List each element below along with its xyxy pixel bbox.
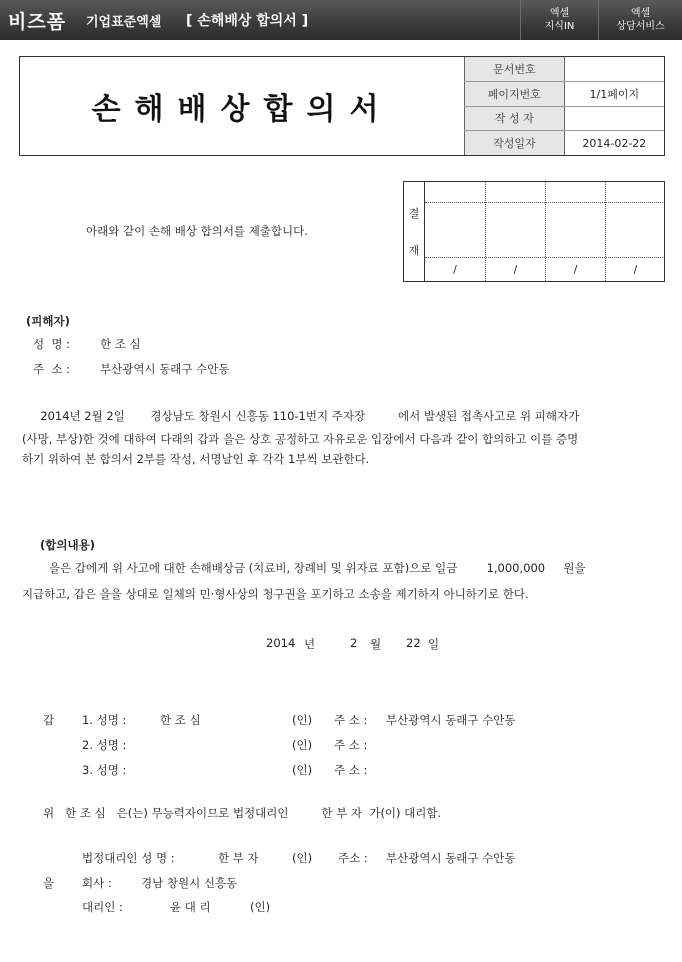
gap-signer-row (0, 737, 682, 753)
gap-signer-row (0, 712, 682, 728)
party-eul-label: 을 (43, 876, 55, 890)
meta-row (465, 131, 665, 156)
meta-value-author[interactable] (564, 106, 664, 131)
approval-grid (403, 181, 665, 282)
victim-section-title: (피해자) (26, 314, 70, 328)
product-name: 기업표준엑셀 (86, 15, 162, 30)
approval-date-slash: / (573, 263, 578, 276)
gap-signer-seal: (인) (292, 738, 313, 752)
eul-legal-rep-name: 한 부 자 (218, 851, 259, 865)
meta-label-date: 작성일자 (465, 131, 565, 156)
victim-address: 부산광역시 동래구 수안동 (100, 362, 230, 376)
excel-jisik-in-line2: 지식IN (544, 21, 575, 32)
date-day-unit: 일 (428, 637, 440, 651)
gap-signer-no: 2. 성명 : (82, 738, 127, 752)
date-year-unit: 년 (304, 637, 316, 651)
gap-signer-no: 3. 성명 : (82, 763, 127, 777)
eul-legal-rep-address-label: 주소 : (338, 851, 368, 865)
eul-company-label: 회사 : (82, 876, 112, 890)
meta-label-author: 작 성 자 (465, 106, 565, 131)
document-title: 손해배상합의서 (91, 92, 393, 127)
eul-legal-rep-seal: (인) (292, 851, 313, 865)
gap-signer-row (0, 762, 682, 778)
date-year: 2014 (266, 636, 296, 650)
agreement-line-1: 을은 갑에게 위 사고에 대한 손해배상금 (치료비, 장례비 및 위자료 포함)으로 일금 1,000,000 원을 (49, 561, 586, 575)
excel-consult-line2: 상담서비스 (616, 21, 665, 32)
eul-agent-row (0, 899, 682, 915)
meta-row (465, 57, 665, 82)
gap-signer-address: 부산광역시 동래구 수안동 (386, 713, 516, 727)
eul-agent-seal: (인) (250, 900, 271, 914)
date-month-unit: 월 (370, 637, 382, 651)
eul-agent-label: 대리인 : (82, 900, 123, 914)
incident-line-1: 2014년 2월 2일 경상남도 창원시 신흥동 110-1번지 주자장 에서 발생된 접촉사고로 위 피해자가 (22, 409, 580, 423)
meta-value-doc-no[interactable] (564, 57, 664, 82)
date-month: 2 (350, 636, 358, 650)
approval-column[interactable] (545, 182, 605, 281)
bizform-logo[interactable]: 비즈폼 (8, 11, 67, 33)
gap-signer-address-label: 주 소 : (334, 713, 368, 727)
approval-column[interactable] (605, 182, 665, 281)
agreement-date (0, 636, 682, 652)
top-bar (0, 0, 682, 40)
intro-text: 아래와 같이 손해 배상 합의서를 제출합니다. (86, 224, 308, 238)
eul-company: 경남 창원시 신흥동 (141, 876, 238, 890)
eul-agent-name: 윤 대 리 (170, 900, 211, 914)
eul-legal-rep-address: 부산광역시 동래구 수안동 (386, 851, 516, 865)
excel-consult-service-button[interactable] (598, 0, 682, 40)
eul-legal-rep-row (0, 850, 682, 866)
proxy-note: 위 한 조 심 은(는) 무능력자이므로 법정대리인 한 부 자 가(이) 대리함. (43, 806, 442, 820)
meta-value-page-no[interactable]: 1/1페이지 (564, 82, 664, 107)
gap-signer-no: 1. 성명 : (82, 713, 127, 727)
agreement-line-2: 지급하고, 갑은 을을 상대로 일체의 민·형사상의 청구권을 포기하고 소송을 제기하지 아니하기로 한다. (22, 587, 529, 601)
excel-jisik-in-button[interactable] (520, 0, 598, 40)
title-area (20, 57, 464, 155)
approval-side-top: 결 (408, 206, 420, 220)
meta-value-date[interactable]: 2014-02-22 (564, 131, 664, 156)
approval-column[interactable] (485, 182, 545, 281)
date-day: 22 (406, 636, 421, 650)
eul-company-row (0, 875, 682, 891)
approval-date-slash: / (453, 263, 457, 276)
victim-name-label: 성 명 : (33, 337, 71, 351)
excel-jisik-in-line1: 엑셀 (549, 8, 570, 19)
approval-date-slash: / (633, 263, 638, 276)
document-meta-table (464, 57, 664, 155)
incident-line-3: 하기 위하여 본 합의서 2부를 작성, 서명날인 후 각각 1부씩 보관한다. (22, 452, 370, 466)
excel-consult-line1: 엑셀 (630, 8, 651, 19)
gap-signer-seal: (인) (292, 763, 313, 777)
victim-name: 한 조 심 (100, 337, 141, 351)
incident-line-2: (사망, 부상)한 것에 대하여 다래의 갑과 을은 상호 공정하고 자유로운 입장에서 다음과 같이 합의하고 이를 증명 (22, 432, 579, 446)
eul-legal-rep-label: 법정대리인 성 명 : (82, 851, 175, 865)
meta-label-doc-no: 문서번호 (465, 57, 565, 82)
approval-date-slash: / (513, 263, 518, 276)
victim-address-label: 주 소 : (33, 362, 71, 376)
meta-label-page-no: 페이지번호 (465, 82, 565, 107)
approval-column[interactable] (425, 182, 485, 281)
meta-row (465, 82, 665, 107)
party-gap-label: 갑 (43, 713, 55, 727)
gap-signer-address-label: 주 소 : (334, 763, 368, 777)
gap-signer-address-label: 주 소 : (334, 738, 368, 752)
agreement-section-title: (합의내용) (40, 538, 95, 552)
document-header (19, 56, 665, 156)
gap-signer-seal: (인) (292, 713, 313, 727)
document-tag: [ 손해배상 합의서 ] (186, 13, 309, 29)
approval-side-bottom: 재 (408, 244, 420, 258)
gap-signer-name: 한 조 심 (160, 713, 201, 727)
approval-side-label (404, 182, 425, 281)
meta-row (465, 106, 665, 131)
